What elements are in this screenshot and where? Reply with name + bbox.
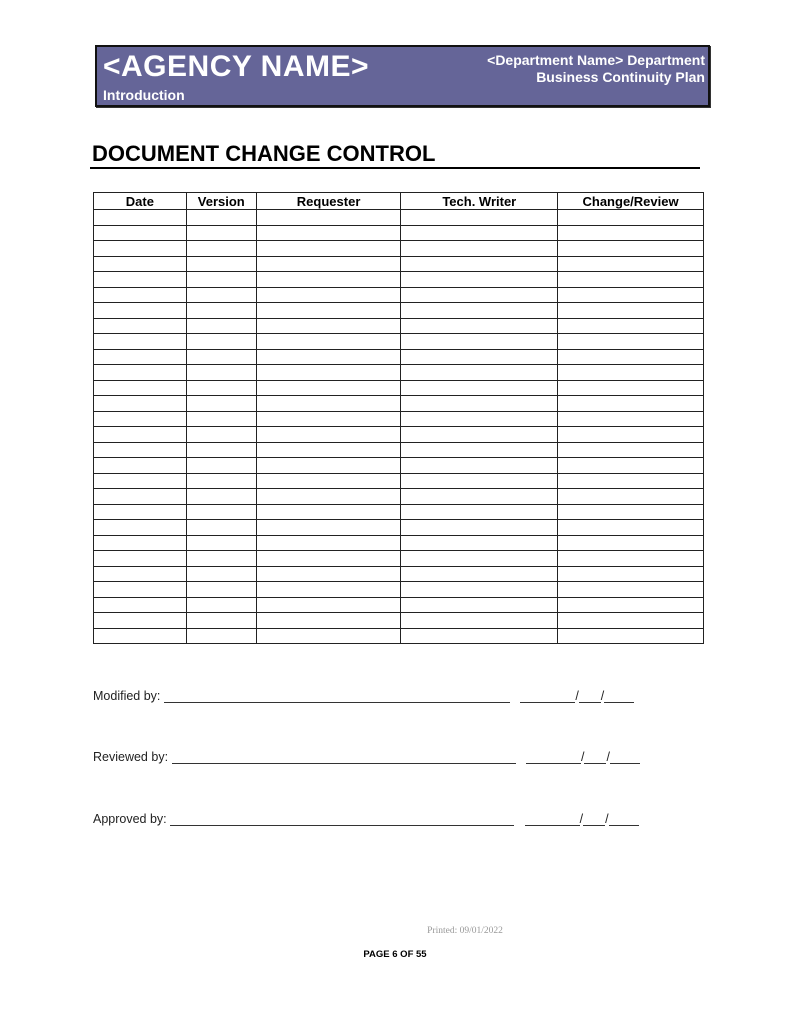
section-name: Introduction [103,87,185,103]
table-cell[interactable] [558,597,704,613]
table-cell[interactable] [558,613,704,629]
table-cell[interactable] [401,303,558,319]
column-header-requester: Requester [256,193,401,210]
table-cell[interactable] [401,566,558,582]
table-cell[interactable] [186,349,256,365]
table-cell[interactable] [558,272,704,288]
table-row [94,210,704,226]
table-cell[interactable] [401,458,558,474]
table-cell[interactable] [256,628,401,644]
table-cell[interactable] [401,225,558,241]
table-row [94,628,704,644]
table-cell[interactable] [558,318,704,334]
reviewed-month-field[interactable] [526,751,581,764]
table-cell[interactable] [401,504,558,520]
table-cell[interactable] [186,473,256,489]
table-header-row [94,193,704,210]
table-cell[interactable] [401,535,558,551]
table-cell[interactable] [558,256,704,272]
table-cell[interactable] [558,628,704,644]
reviewed-by-label: Reviewed by: [93,750,169,764]
table-row [94,582,704,598]
table-row [94,473,704,489]
table-cell[interactable] [94,303,187,319]
table-cell[interactable] [256,427,401,443]
table-cell[interactable] [186,256,256,272]
table-cell[interactable] [94,504,187,520]
approved-by-field[interactable] [170,813,514,826]
modified-month-field[interactable] [520,690,575,703]
page-number: PAGE 6 OF 55 [363,949,427,960]
table-cell[interactable] [186,535,256,551]
table-cell[interactable] [256,613,401,629]
reviewed-by-field[interactable] [172,751,516,764]
table-cell[interactable] [558,210,704,226]
table-cell[interactable] [401,489,558,505]
table-cell[interactable] [94,597,187,613]
table-cell[interactable] [558,442,704,458]
table-cell[interactable] [558,334,704,350]
table-cell[interactable] [401,256,558,272]
table-cell[interactable] [186,442,256,458]
table-cell[interactable] [558,535,704,551]
table-cell[interactable] [401,411,558,427]
plan-line: Business Continuity Plan [536,69,705,85]
table-cell[interactable] [401,551,558,567]
table-cell[interactable] [94,287,187,303]
table-cell[interactable] [186,272,256,288]
table-cell[interactable] [94,442,187,458]
table-cell[interactable] [558,287,704,303]
table-cell[interactable] [186,287,256,303]
table-cell[interactable] [186,566,256,582]
table-cell[interactable] [94,427,187,443]
table-cell[interactable] [401,597,558,613]
table-cell[interactable] [256,318,401,334]
table-cell[interactable] [256,210,401,226]
table-cell[interactable] [256,241,401,257]
table-cell[interactable] [186,225,256,241]
table-cell[interactable] [401,318,558,334]
table-cell[interactable] [401,396,558,412]
table-cell[interactable] [256,287,401,303]
table-cell[interactable] [558,225,704,241]
table-cell[interactable] [401,582,558,598]
table-cell[interactable] [401,287,558,303]
table-cell[interactable] [401,334,558,350]
table-cell[interactable] [256,520,401,536]
table-cell[interactable] [558,489,704,505]
table-cell[interactable] [94,272,187,288]
table-row [94,551,704,567]
table-cell[interactable] [558,473,704,489]
table-cell[interactable] [558,582,704,598]
table-cell[interactable] [94,334,187,350]
table-cell[interactable] [186,318,256,334]
table-cell[interactable] [94,535,187,551]
approved-month-field[interactable] [525,813,580,826]
table-cell[interactable] [94,566,187,582]
table-row [94,225,704,241]
table-cell[interactable] [186,551,256,567]
table-row [94,520,704,536]
table-cell[interactable] [256,334,401,350]
table-cell[interactable] [558,365,704,381]
table-cell[interactable] [558,551,704,567]
title-divider [90,167,700,169]
approved-by-label: Approved by: [93,812,167,826]
table-cell[interactable] [256,225,401,241]
page-title: DOCUMENT CHANGE CONTROL [92,141,436,166]
table-row [94,613,704,629]
table-cell[interactable] [94,628,187,644]
table-cell[interactable] [558,504,704,520]
table-cell[interactable] [558,520,704,536]
table-row [94,349,704,365]
table-row [94,272,704,288]
table-cell[interactable] [186,303,256,319]
table-cell[interactable] [94,380,187,396]
table-cell[interactable] [186,582,256,598]
table-row [94,256,704,272]
table-cell[interactable] [401,365,558,381]
table-cell[interactable] [94,520,187,536]
table-cell[interactable] [186,613,256,629]
table-row [94,535,704,551]
modified-by-field[interactable] [164,690,510,703]
table-cell[interactable] [186,241,256,257]
table-row [94,458,704,474]
modified-by-row: Modified by: / / [93,689,634,703]
table-cell[interactable] [94,613,187,629]
department-info [487,52,705,86]
table-row [94,318,704,334]
table-cell[interactable] [94,396,187,412]
approved-year-field[interactable] [609,813,639,826]
table-cell[interactable] [558,349,704,365]
table-cell[interactable] [186,411,256,427]
table-cell[interactable] [94,225,187,241]
table-cell[interactable] [186,597,256,613]
table-cell[interactable] [256,442,401,458]
table-cell[interactable] [401,241,558,257]
table-cell[interactable] [401,349,558,365]
table-cell[interactable] [94,210,187,226]
table-row [94,241,704,257]
table-cell[interactable] [186,380,256,396]
table-row [94,442,704,458]
table-cell[interactable] [558,458,704,474]
table-row [94,427,704,443]
agency-name: <AGENCY NAME> [103,50,370,83]
table-cell[interactable] [186,396,256,412]
table-cell[interactable] [94,365,187,381]
table-row [94,380,704,396]
table-cell[interactable] [94,318,187,334]
table-row [94,334,704,350]
table-cell[interactable] [186,458,256,474]
table-cell[interactable] [256,349,401,365]
column-header-date: Date [94,193,187,210]
table-cell[interactable] [256,458,401,474]
table-cell[interactable] [186,334,256,350]
table-cell[interactable] [558,303,704,319]
table-cell[interactable] [94,582,187,598]
reviewed-by-row: Reviewed by: / / [93,750,640,764]
table-cell[interactable] [94,241,187,257]
table-cell[interactable] [186,520,256,536]
table-cell[interactable] [256,411,401,427]
change-control-table [93,192,704,644]
table-cell[interactable] [256,535,401,551]
table-row [94,504,704,520]
table-row [94,396,704,412]
table-cell[interactable] [256,597,401,613]
table-cell[interactable] [256,473,401,489]
table-cell[interactable] [401,628,558,644]
table-cell[interactable] [256,380,401,396]
column-header-version: Version [186,193,256,210]
table-cell[interactable] [256,551,401,567]
approved-by-row: Approved by: / / [93,812,639,826]
table-row [94,365,704,381]
table-row [94,411,704,427]
table-cell[interactable] [558,427,704,443]
table-cell[interactable] [256,365,401,381]
table-row [94,566,704,582]
table-cell[interactable] [558,566,704,582]
table-cell[interactable] [256,303,401,319]
table-cell[interactable] [558,411,704,427]
table-cell[interactable] [94,458,187,474]
modified-by-label: Modified by: [93,689,161,703]
table-cell[interactable] [186,210,256,226]
table-cell[interactable] [256,566,401,582]
column-header-change-review: Change/Review [558,193,704,210]
table-row [94,489,704,505]
approved-day-field[interactable] [583,813,605,826]
table-cell[interactable] [401,473,558,489]
table-cell[interactable] [558,396,704,412]
table-cell[interactable] [186,628,256,644]
table-cell[interactable] [401,520,558,536]
table-cell[interactable] [401,613,558,629]
table-cell[interactable] [558,380,704,396]
table-cell[interactable] [256,256,401,272]
table-cell[interactable] [401,380,558,396]
table-cell[interactable] [256,489,401,505]
table-row [94,303,704,319]
reviewed-day-field[interactable] [584,751,606,764]
table-cell[interactable] [256,582,401,598]
table-cell[interactable] [186,365,256,381]
reviewed-year-field[interactable] [610,751,640,764]
header-banner [95,45,710,107]
column-header-tech-writer: Tech. Writer [401,193,558,210]
table-cell[interactable] [94,349,187,365]
table-cell[interactable] [256,504,401,520]
table-cell[interactable] [401,427,558,443]
table-row [94,287,704,303]
table-cell[interactable] [94,489,187,505]
table-cell[interactable] [256,396,401,412]
modified-day-field[interactable] [579,690,601,703]
table-cell[interactable] [186,427,256,443]
department-line: <Department Name> Department [487,52,705,68]
table-row [94,597,704,613]
table-cell[interactable] [94,473,187,489]
table-cell[interactable] [401,442,558,458]
table-cell[interactable] [186,489,256,505]
table-cell[interactable] [94,256,187,272]
table-cell[interactable] [558,241,704,257]
printed-date: Printed: 09/01/2022 [427,926,503,936]
table-cell[interactable] [94,411,187,427]
table-cell[interactable] [401,272,558,288]
modified-year-field[interactable] [604,690,634,703]
table-cell[interactable] [256,272,401,288]
table-cell[interactable] [401,210,558,226]
table-cell[interactable] [94,551,187,567]
table-cell[interactable] [186,504,256,520]
